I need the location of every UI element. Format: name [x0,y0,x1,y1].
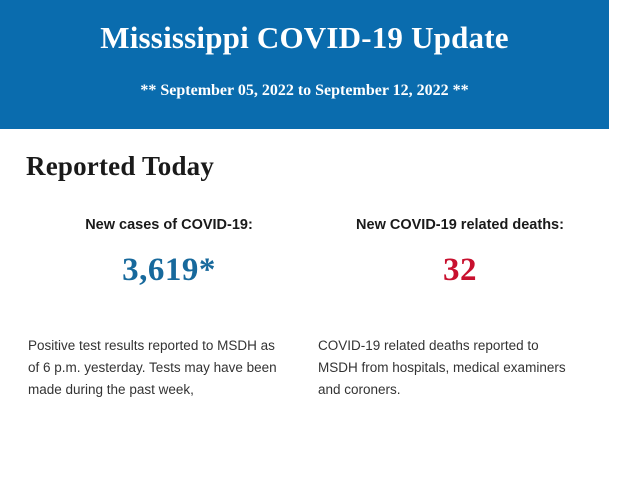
page-title: Mississippi COVID-19 Update [100,20,509,55]
section-heading: Reported Today [26,151,215,181]
stat-new-cases-description: Positive test results reported to MSDH as of 6 p.m. yesterday. Tests may have been made during the past week, [28,338,277,397]
stat-new-cases [20,216,310,289]
stat-new-deaths-label: New COVID-19 related deaths: [356,217,564,233]
page-banner [0,0,609,129]
stat-new-cases-value: 3,619* [122,252,216,288]
stat-new-deaths-value: 32 [443,252,477,288]
stat-new-deaths-description: COVID-19 related deaths reported to MSDH from hospitals, medical examiners and coroners. [318,338,566,397]
stat-new-deaths [310,216,600,289]
stat-new-cases-label: New cases of COVID-19: [85,217,253,233]
date-range-subtitle: ** September 05, 2022 to September 12, 2022 ** [140,82,469,99]
stats-row [0,216,620,289]
descriptions-row [0,335,620,401]
